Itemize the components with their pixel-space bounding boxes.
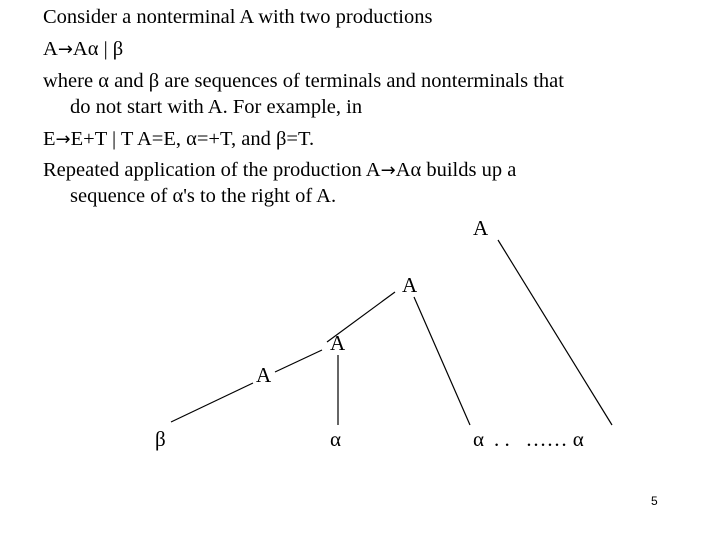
edge-level2-to-alpha-2 — [414, 297, 470, 425]
example-rhs: E+T | T A=E, α=+T, and β=T. — [70, 128, 315, 150]
text-line-6-pre: Repeated application of the production A — [43, 159, 381, 181]
text-line-1: Consider a nonterminal A with two productions — [43, 6, 433, 28]
edge-level3-to-level4 — [275, 350, 322, 372]
example-lhs: E — [43, 128, 56, 150]
text-line-7: sequence of α's to the right of A. — [70, 185, 337, 207]
tree-node-level3: A — [330, 331, 346, 355]
text-line-3: where α and β are sequences of terminals and nonterminals that — [43, 70, 564, 92]
edge-level4-to-beta — [171, 383, 253, 422]
tree-leaf-alpha-1: α — [330, 427, 342, 451]
right-arrow-icon: → — [380, 160, 396, 181]
text-line-6-post: Aα builds up a — [395, 159, 517, 181]
production-lhs: A — [43, 38, 58, 60]
tree-node-level4: A — [256, 363, 272, 387]
tree-leaf-beta: β — [155, 427, 166, 451]
tree-leaf-dots: . . …… α — [494, 427, 584, 451]
tree-leaf-alpha-2: α — [473, 427, 485, 451]
right-arrow-icon: → — [55, 129, 71, 150]
right-arrow-icon: → — [57, 39, 73, 60]
production-rhs: Aα | β — [72, 38, 124, 60]
tree-node-level2: A — [402, 273, 418, 297]
text-line-4: do not start with A. For example, in — [70, 96, 363, 118]
tree-node-root: A — [473, 216, 489, 240]
edge-root-to-alpha-n — [498, 240, 612, 425]
page-number: 5 — [651, 494, 658, 508]
